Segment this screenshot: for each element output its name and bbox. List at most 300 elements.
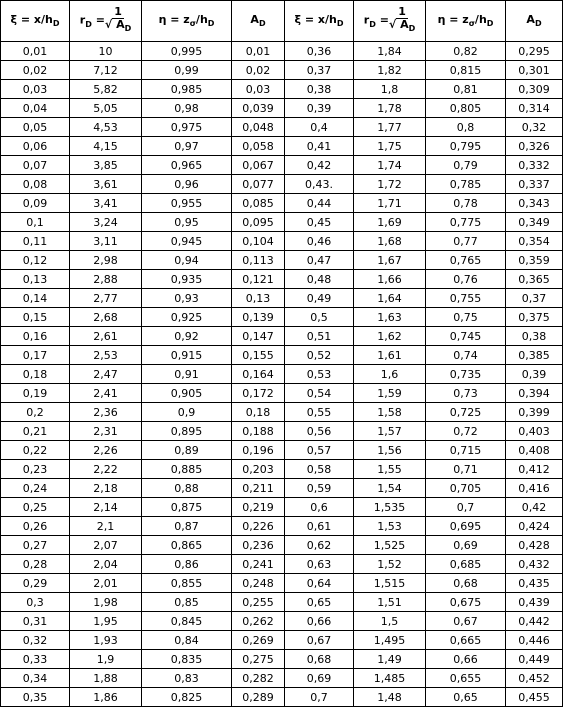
table-cell: 0,326 [506, 137, 563, 156]
table-row [1, 574, 563, 593]
table-body [1, 42, 563, 707]
table-cell: 0,53 [285, 365, 354, 384]
table-cell: 0,455 [506, 688, 563, 707]
table-cell: 0,63 [285, 555, 354, 574]
table-cell: 0,29 [1, 574, 70, 593]
table-cell: 0,408 [506, 441, 563, 460]
table-cell: 0,17 [1, 346, 70, 365]
table-cell: 2,77 [70, 289, 142, 308]
table-cell: 0,69 [285, 669, 354, 688]
table-cell: 1,69 [354, 213, 426, 232]
table-cell: 0,15 [1, 308, 70, 327]
header-xi: $\xi = x/h_D$ [1, 1, 70, 42]
table-cell: 1,485 [354, 669, 426, 688]
table-cell: 2,68 [70, 308, 142, 327]
table-cell: 0,067 [232, 156, 285, 175]
table-cell: 0,05 [1, 118, 70, 137]
table-cell: 1,5 [354, 612, 426, 631]
table-cell: 1,88 [70, 669, 142, 688]
table-row [1, 80, 563, 99]
table-cell: 0,03 [1, 80, 70, 99]
table-cell: 0,02 [232, 61, 285, 80]
table-cell: 0,365 [506, 270, 563, 289]
table-cell: 0,845 [142, 612, 232, 631]
table-cell: 0,84 [142, 631, 232, 650]
table-cell: 0,87 [142, 517, 232, 536]
table-cell: 1,62 [354, 327, 426, 346]
table-cell: 0,309 [506, 80, 563, 99]
table-cell: 0,211 [232, 479, 285, 498]
table-cell: 0,048 [232, 118, 285, 137]
table-cell: 0,295 [506, 42, 563, 61]
table-cell: 0,08 [1, 175, 70, 194]
table-cell: 0,58 [285, 460, 354, 479]
table-cell: 0,332 [506, 156, 563, 175]
table-row [1, 289, 563, 308]
table-cell: 0,71 [426, 460, 506, 479]
table-row [1, 384, 563, 403]
table-cell: 1,95 [70, 612, 142, 631]
table-cell: 0,172 [232, 384, 285, 403]
table-cell: 2,26 [70, 441, 142, 460]
table-cell: 0,69 [426, 536, 506, 555]
table-cell: 1,72 [354, 175, 426, 194]
table-cell: 0,275 [232, 650, 285, 669]
table-cell: 0,155 [232, 346, 285, 365]
table-row [1, 631, 563, 650]
table-cell: 0,16 [1, 327, 70, 346]
table-cell: 0,43. [285, 175, 354, 194]
table-row [1, 403, 563, 422]
table-cell: 2,22 [70, 460, 142, 479]
table-cell: 0,67 [285, 631, 354, 650]
table-cell: 0,09 [1, 194, 70, 213]
table-cell: 1,86 [70, 688, 142, 707]
table-cell: 2,14 [70, 498, 142, 517]
table-cell: 0,248 [232, 574, 285, 593]
table-cell: 10 [70, 42, 142, 61]
table-cell: 0,241 [232, 555, 285, 574]
table-cell: 0,11 [1, 232, 70, 251]
table-cell: 0,164 [232, 365, 285, 384]
table-cell: 0,785 [426, 175, 506, 194]
table-cell: 1,71 [354, 194, 426, 213]
table-cell: 0,65 [285, 593, 354, 612]
table-cell: 1,55 [354, 460, 426, 479]
table-cell: 0,314 [506, 99, 563, 118]
table-cell: 2,88 [70, 270, 142, 289]
table-cell: 2,36 [70, 403, 142, 422]
table-cell: 0,96 [142, 175, 232, 194]
table-cell: 0,59 [285, 479, 354, 498]
table-cell: 1,59 [354, 384, 426, 403]
header-row [1, 1, 563, 42]
table-cell: 0,412 [506, 460, 563, 479]
table-cell: 0,3 [1, 593, 70, 612]
table-cell: 0,39 [506, 365, 563, 384]
table-cell: 0,12 [1, 251, 70, 270]
table-cell: 1,49 [354, 650, 426, 669]
table-cell: 2,53 [70, 346, 142, 365]
table-cell: 0,1 [1, 213, 70, 232]
table-cell: 0,337 [506, 175, 563, 194]
table-cell: 2,01 [70, 574, 142, 593]
table-cell: 0,85 [142, 593, 232, 612]
table-cell: 0,775 [426, 213, 506, 232]
table-row [1, 422, 563, 441]
table-cell: 0,795 [426, 137, 506, 156]
table-row [1, 137, 563, 156]
table-cell: 0,48 [285, 270, 354, 289]
table-cell: 0,23 [1, 460, 70, 479]
table-cell: 0,31 [1, 612, 70, 631]
table-cell: 0,375 [506, 308, 563, 327]
table-cell: 3,85 [70, 156, 142, 175]
table-cell: 0,25 [1, 498, 70, 517]
table-cell: 0,01 [1, 42, 70, 61]
table-cell: 0,9 [142, 403, 232, 422]
table-cell: 0,36 [285, 42, 354, 61]
table-cell: 1,48 [354, 688, 426, 707]
table-cell: 0,2 [1, 403, 70, 422]
table-cell: 0,79 [426, 156, 506, 175]
table-cell: 0,965 [142, 156, 232, 175]
table-cell: 0,104 [232, 232, 285, 251]
table-cell: 3,11 [70, 232, 142, 251]
table-row [1, 194, 563, 213]
table-cell: 0,13 [1, 270, 70, 289]
table-cell: 0,19 [1, 384, 70, 403]
table-row [1, 669, 563, 688]
table-cell: 0,424 [506, 517, 563, 536]
table-cell: 1,63 [354, 308, 426, 327]
table-cell: 1,68 [354, 232, 426, 251]
table-cell: 0,45 [285, 213, 354, 232]
table-cell: 0,289 [232, 688, 285, 707]
table-cell: 0,745 [426, 327, 506, 346]
header-r: $r_D$ = $\frac{1}{√ A_D}$ [70, 1, 142, 42]
table-cell: 1,67 [354, 251, 426, 270]
table-cell: 1,6 [354, 365, 426, 384]
table-cell: 1,98 [70, 593, 142, 612]
table-cell: 0,38 [506, 327, 563, 346]
table-cell: 1,82 [354, 61, 426, 80]
table-cell: 0,34 [1, 669, 70, 688]
table-cell: 0,147 [232, 327, 285, 346]
table-cell: 0,77 [426, 232, 506, 251]
table-cell: 0,55 [285, 403, 354, 422]
table-cell: 0,06 [1, 137, 70, 156]
table-cell: 0,28 [1, 555, 70, 574]
table-cell: 1,53 [354, 517, 426, 536]
table-cell: 1,75 [354, 137, 426, 156]
table-cell: 0,91 [142, 365, 232, 384]
table-cell: 0,935 [142, 270, 232, 289]
table-row [1, 327, 563, 346]
table-cell: 3,41 [70, 194, 142, 213]
table-cell: 0,14 [1, 289, 70, 308]
table-cell: 0,985 [142, 80, 232, 99]
table-cell: 1,56 [354, 441, 426, 460]
header-a: $A_D$ [232, 1, 285, 42]
table-row [1, 650, 563, 669]
table-cell: 0,56 [285, 422, 354, 441]
table-row [1, 232, 563, 251]
table-cell: 0,72 [426, 422, 506, 441]
table-cell: 0,86 [142, 555, 232, 574]
table-cell: 1,66 [354, 270, 426, 289]
table-cell: 0,442 [506, 612, 563, 631]
table-cell: 0,885 [142, 460, 232, 479]
table-cell: 0,01 [232, 42, 285, 61]
table-cell: 0,121 [232, 270, 285, 289]
table-cell: 0,76 [426, 270, 506, 289]
table-cell: 0,99 [142, 61, 232, 80]
table-cell: 2,47 [70, 365, 142, 384]
table-cell: 0,446 [506, 631, 563, 650]
table-cell: 0,51 [285, 327, 354, 346]
table-cell: 0,39 [285, 99, 354, 118]
table-row [1, 346, 563, 365]
table-row [1, 42, 563, 61]
table-cell: 0,282 [232, 669, 285, 688]
table-cell: 0,875 [142, 498, 232, 517]
table-cell: 0,439 [506, 593, 563, 612]
table-cell: 0,354 [506, 232, 563, 251]
table-cell: 0,394 [506, 384, 563, 403]
table-cell: 2,61 [70, 327, 142, 346]
table-row [1, 251, 563, 270]
table-cell: 0,42 [285, 156, 354, 175]
table-cell: 0,62 [285, 536, 354, 555]
table-cell: 0,65 [426, 688, 506, 707]
table-row [1, 536, 563, 555]
table-row [1, 479, 563, 498]
table-cell: 0,139 [232, 308, 285, 327]
table-cell: 0,38 [285, 80, 354, 99]
table-cell: 0,835 [142, 650, 232, 669]
table-cell: 5,05 [70, 99, 142, 118]
table-row [1, 555, 563, 574]
table-cell: 0,755 [426, 289, 506, 308]
table-cell: 0,92 [142, 327, 232, 346]
table-cell: 0,04 [1, 99, 70, 118]
table-cell: 0,399 [506, 403, 563, 422]
table-cell: 2,98 [70, 251, 142, 270]
table-cell: 0,7 [285, 688, 354, 707]
table-cell: 0,715 [426, 441, 506, 460]
table-cell: 1,61 [354, 346, 426, 365]
table-cell: 0,64 [285, 574, 354, 593]
table-cell: 0,735 [426, 365, 506, 384]
table-row [1, 99, 563, 118]
table-row [1, 498, 563, 517]
table-cell: 2,07 [70, 536, 142, 555]
table-row [1, 593, 563, 612]
table-cell: 0,058 [232, 137, 285, 156]
table-cell: 0,805 [426, 99, 506, 118]
table-cell: 0,94 [142, 251, 232, 270]
table-row [1, 270, 563, 289]
table-cell: 0,03 [232, 80, 285, 99]
table-cell: 0,75 [426, 308, 506, 327]
table-cell: 0,435 [506, 574, 563, 593]
table-row [1, 118, 563, 137]
table-cell: 0,085 [232, 194, 285, 213]
table-cell: 2,18 [70, 479, 142, 498]
table-cell: 0,42 [506, 498, 563, 517]
header-eta: $\eta = z_\sigma/h_D$ [142, 1, 232, 42]
table-row [1, 365, 563, 384]
table-cell: 0,039 [232, 99, 285, 118]
header-eta-2: $\eta = z_\sigma/h_D$ [426, 1, 506, 42]
table-cell: 0,6 [285, 498, 354, 517]
table-cell: 0,945 [142, 232, 232, 251]
table-cell: 0,61 [285, 517, 354, 536]
table-cell: 0,13 [232, 289, 285, 308]
table-cell: 0,095 [232, 213, 285, 232]
table-cell: 1,84 [354, 42, 426, 61]
table-cell: 0,97 [142, 137, 232, 156]
table-cell: 0,46 [285, 232, 354, 251]
table-row [1, 308, 563, 327]
table-cell: 4,15 [70, 137, 142, 156]
table-cell: 0,83 [142, 669, 232, 688]
table-cell: 0,452 [506, 669, 563, 688]
table-cell: 0,35 [1, 688, 70, 707]
table-cell: 0,895 [142, 422, 232, 441]
table-cell: 0,81 [426, 80, 506, 99]
table-cell: 0,725 [426, 403, 506, 422]
table-cell: 1,58 [354, 403, 426, 422]
table-cell: 0,57 [285, 441, 354, 460]
table-cell: 0,98 [142, 99, 232, 118]
table-cell: 0,73 [426, 384, 506, 403]
table-cell: 7,12 [70, 61, 142, 80]
table-cell: 0,203 [232, 460, 285, 479]
table-cell: 0,24 [1, 479, 70, 498]
table-cell: 0,236 [232, 536, 285, 555]
header-xi-2: $\xi = x/h_D$ [285, 1, 354, 42]
table-cell: 0,44 [285, 194, 354, 213]
table-cell: 0,262 [232, 612, 285, 631]
table-cell: 0,403 [506, 422, 563, 441]
table-cell: 1,495 [354, 631, 426, 650]
table-cell: 0,955 [142, 194, 232, 213]
table-row [1, 517, 563, 536]
table-cell: 0,18 [232, 403, 285, 422]
table-cell: 0,67 [426, 612, 506, 631]
table-cell: 0,196 [232, 441, 285, 460]
table-cell: 0,89 [142, 441, 232, 460]
table-cell: 1,52 [354, 555, 426, 574]
table-cell: 0,219 [232, 498, 285, 517]
table-cell: 2,1 [70, 517, 142, 536]
table-cell: 0,22 [1, 441, 70, 460]
table-cell: 0,865 [142, 536, 232, 555]
table-cell: 1,515 [354, 574, 426, 593]
table-cell: 0,68 [426, 574, 506, 593]
table-cell: 2,31 [70, 422, 142, 441]
table-cell: 0,66 [285, 612, 354, 631]
table-cell: 0,8 [426, 118, 506, 137]
table-cell: 0,32 [506, 118, 563, 137]
table-cell: 0,66 [426, 650, 506, 669]
table-row [1, 213, 563, 232]
table-cell: 0,33 [1, 650, 70, 669]
table-cell: 0,269 [232, 631, 285, 650]
table-cell: 0,915 [142, 346, 232, 365]
table-cell: 0,4 [285, 118, 354, 137]
table-cell: 0,188 [232, 422, 285, 441]
table-cell: 0,705 [426, 479, 506, 498]
table-cell: 0,855 [142, 574, 232, 593]
table-cell: 1,8 [354, 80, 426, 99]
table-cell: 0,02 [1, 61, 70, 80]
table-cell: 0,41 [285, 137, 354, 156]
table-cell: 0,49 [285, 289, 354, 308]
table-cell: 0,815 [426, 61, 506, 80]
table-cell: 2,04 [70, 555, 142, 574]
table-cell: 0,226 [232, 517, 285, 536]
table-cell: 0,68 [285, 650, 354, 669]
table-row [1, 61, 563, 80]
table-cell: 0,78 [426, 194, 506, 213]
table-cell: 1,9 [70, 650, 142, 669]
table-cell: 0,077 [232, 175, 285, 194]
table-cell: 0,925 [142, 308, 232, 327]
table-cell: 1,78 [354, 99, 426, 118]
table-cell: 0,18 [1, 365, 70, 384]
table-cell: 3,24 [70, 213, 142, 232]
header-a-2: $A_D$ [506, 1, 563, 42]
table-cell: 0,113 [232, 251, 285, 270]
table-cell: 0,695 [426, 517, 506, 536]
table-cell: 1,54 [354, 479, 426, 498]
table-cell: 0,88 [142, 479, 232, 498]
table-cell: 1,93 [70, 631, 142, 650]
table-cell: 1,535 [354, 498, 426, 517]
table-row [1, 156, 563, 175]
table-cell: 0,765 [426, 251, 506, 270]
table-cell: 0,32 [1, 631, 70, 650]
table-cell: 0,74 [426, 346, 506, 365]
table-cell: 0,255 [232, 593, 285, 612]
table-cell: 0,7 [426, 498, 506, 517]
table-cell: 0,07 [1, 156, 70, 175]
table-cell: 1,77 [354, 118, 426, 137]
header-r-2: $r_D$ = $\frac{1}{√ A_D}$ [354, 1, 426, 42]
table-cell: 4,53 [70, 118, 142, 137]
table-cell: 0,449 [506, 650, 563, 669]
table-cell: 0,385 [506, 346, 563, 365]
table-cell: 0,825 [142, 688, 232, 707]
table-row [1, 612, 563, 631]
table-cell: 0,995 [142, 42, 232, 61]
table-cell: 0,37 [285, 61, 354, 80]
table-cell: 0,95 [142, 213, 232, 232]
table-row [1, 688, 563, 707]
table-cell: 1,64 [354, 289, 426, 308]
table-cell: 0,21 [1, 422, 70, 441]
table-cell: 0,37 [506, 289, 563, 308]
table-cell: 0,359 [506, 251, 563, 270]
table-row [1, 460, 563, 479]
table-cell: 0,54 [285, 384, 354, 403]
table-cell: 0,52 [285, 346, 354, 365]
table-cell: 0,27 [1, 536, 70, 555]
table-cell: 0,349 [506, 213, 563, 232]
